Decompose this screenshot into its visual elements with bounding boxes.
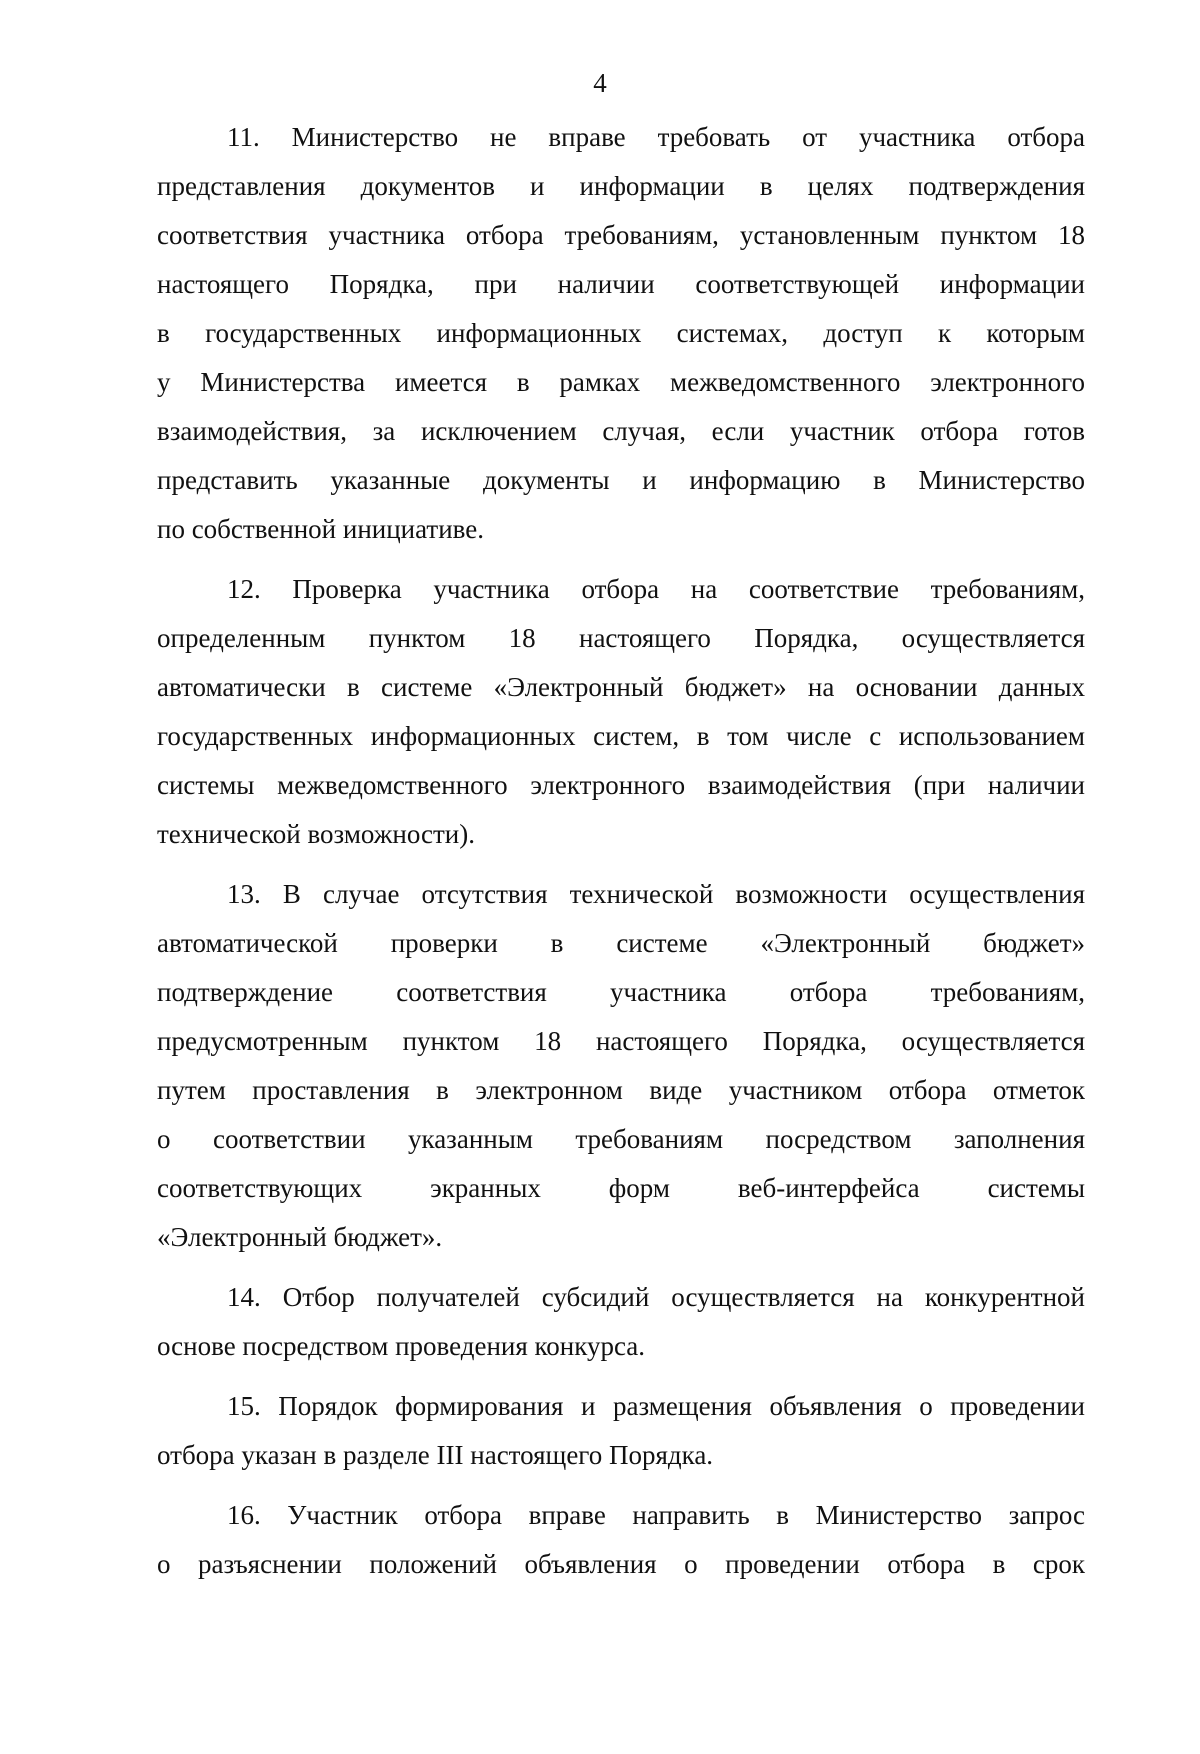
text-line: отбора указан в разделе III настоящего Порядка. [157, 1440, 714, 1470]
text-line: определенным пунктом 18 настоящего Порядка, осуществляется [157, 623, 1085, 653]
text-line: системы межведомственного электронного взаимодействия (при наличии [157, 770, 1085, 800]
text-line: о разъяснении положений объявления о проведении отбора в срок [157, 1549, 1085, 1579]
text-line: основе посредством проведения конкурса. [157, 1331, 646, 1361]
paragraph-4 [157, 1273, 1085, 1371]
text-line: 14. Отбор получателей субсидий осуществляется на конкурентной [227, 1282, 1085, 1312]
text-line: о соответствии указанным требованиям посредством заполнения [157, 1124, 1085, 1154]
page-number: 4 [593, 68, 607, 98]
text-line: государственных информационных систем, в том числе с использованием [157, 721, 1085, 751]
paragraph-5 [157, 1382, 1085, 1480]
paragraph-2 [157, 565, 1085, 859]
text-line: представления документов и информации в целях подтверждения [157, 171, 1085, 201]
text-line: настоящего Порядка, при наличии соответствующей информации [157, 269, 1085, 299]
text-line: технической возможности). [157, 819, 476, 849]
text-line: 12. Проверка участника отбора на соответствие требованиям, [227, 574, 1085, 604]
text-line: «Электронный бюджет». [157, 1222, 443, 1252]
text-line: 16. Участник отбора вправе направить в Министерство запрос [227, 1500, 1085, 1530]
paragraph-3 [157, 870, 1085, 1262]
text-line: предусмотренным пунктом 18 настоящего Порядка, осуществляется [157, 1026, 1085, 1056]
text-line: представить указанные документы и информацию в Министерство [157, 465, 1085, 495]
text-line: 15. Порядок формирования и размещения объявления о проведении [227, 1391, 1085, 1421]
text-line: 13. В случае отсутствия технической возможности осуществления [227, 879, 1085, 909]
text-line: по собственной инициативе. [157, 514, 484, 544]
text-line: 11. Министерство не вправе требовать от участника отбора [227, 122, 1085, 152]
paragraph-6 [157, 1491, 1085, 1589]
text-line: автоматически в системе «Электронный бюджет» на основании данных [157, 672, 1085, 702]
text-line: подтверждение соответствия участника отбора требованиям, [157, 977, 1085, 1007]
document-body [157, 113, 1085, 1600]
paragraph-1 [157, 113, 1085, 554]
text-line: соответствия участника отбора требованиям, установленным пунктом 18 [157, 220, 1085, 250]
text-line: соответствующих экранных форм веб-интерфейса системы [157, 1173, 1085, 1203]
text-line: у Министерства имеется в рамках межведомственного электронного [157, 367, 1085, 397]
text-line: в государственных информационных системах, доступ к которым [157, 318, 1085, 348]
text-line: автоматической проверки в системе «Электронный бюджет» [157, 928, 1085, 958]
text-line: путем проставления в электронном виде участником отбора отметок [157, 1075, 1085, 1105]
text-line: взаимодействия, за исключением случая, если участник отбора готов [157, 416, 1085, 446]
